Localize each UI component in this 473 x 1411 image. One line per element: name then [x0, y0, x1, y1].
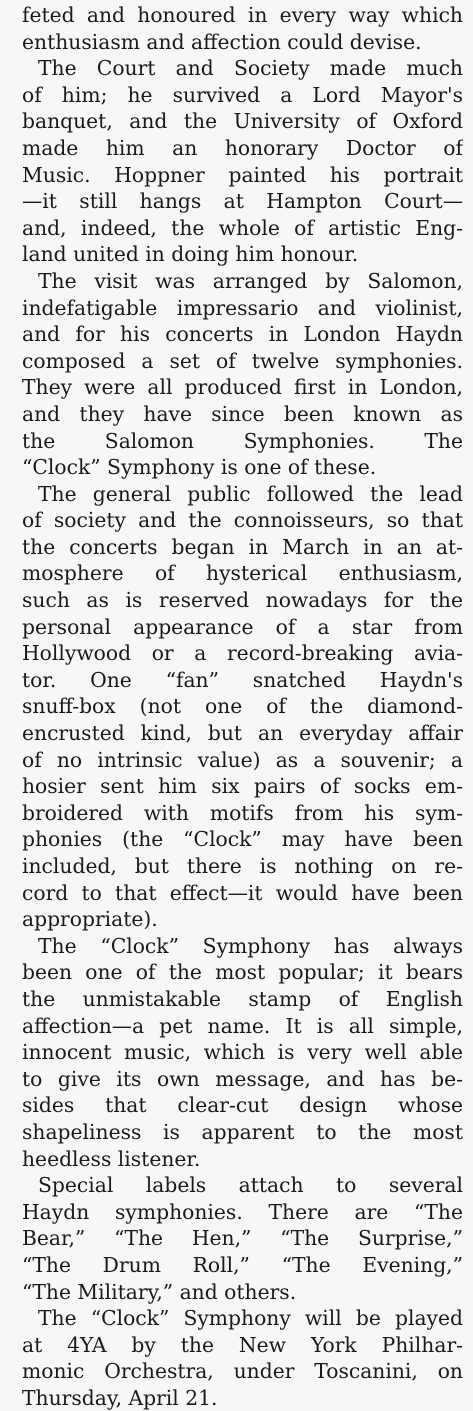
text-line: hosier sent him six pairs of socks em- — [22, 774, 463, 799]
text-line: Haydn symphonies. There are “The — [22, 1199, 463, 1224]
text-line: the concerts began in March in an at- — [22, 534, 463, 559]
paragraph-court-and-society — [22, 55, 463, 268]
text-line: tor. One “fan” snatched Haydn's — [22, 667, 463, 692]
text-line: composed a set of twelve symphonies. — [22, 348, 463, 373]
text-line: The “Clock” Symphony will be played — [38, 1306, 463, 1331]
text-line: appropriate). — [22, 907, 158, 932]
text-line: personal appearance of a star from — [22, 614, 463, 639]
text-line: sides that clear-cut design whose — [22, 1093, 463, 1118]
paragraph-continued — [22, 2, 463, 55]
paragraph-clock-popular — [22, 933, 463, 1172]
text-line: affection—a pet name. It is all simple, — [22, 1013, 463, 1038]
text-line: innocent music, which is very well able — [22, 1040, 463, 1065]
text-line: included, but there is nothing on re- — [22, 854, 463, 878]
text-line: and they have since been known as — [22, 401, 463, 426]
text-line: of no intrinsic value) as a souvenir; a — [22, 747, 463, 772]
text-line: snuff-box (not one of the diamond- — [22, 694, 463, 719]
text-line: such as is reserved nowadays for the — [22, 588, 463, 613]
text-line: of him; he survived a Lord Mayor's — [22, 82, 463, 107]
text-line: feted and honoured in every way which — [22, 3, 463, 27]
text-line: Thursday, April 21. — [22, 1385, 218, 1410]
paragraph-general-public — [22, 481, 463, 933]
text-line: of society and the connoisseurs, so that — [22, 508, 463, 533]
text-line: —it still hangs at Hampton Court— — [22, 189, 463, 214]
text-line: cord to that effect—it would have been — [22, 880, 463, 905]
paragraph-salomon-visit — [22, 268, 463, 481]
text-line: monic Orchestra, under Toscanini, on — [22, 1359, 463, 1384]
text-line: and, indeed, the whole of artistic Eng- — [22, 215, 463, 240]
text-line: They were all produced first in London, — [22, 375, 463, 400]
paragraph-special-labels — [22, 1172, 463, 1305]
text-line: at 4YA by the New York Philhar- — [22, 1332, 463, 1357]
text-line: indefatigable impressario and violinist, — [22, 295, 463, 320]
paragraph-broadcast-notice — [22, 1305, 463, 1411]
text-line: the Salomon Symphonies. The — [22, 428, 463, 453]
text-line: the unmistakable stamp of English — [22, 986, 463, 1011]
text-line: heedless listener. — [22, 1146, 201, 1171]
text-line: phonies (the “Clock” may have been — [22, 827, 463, 852]
text-line: The Court and Society made much — [38, 56, 463, 81]
text-line: and for his concerts in London Haydn — [22, 322, 463, 347]
text-line: banquet, and the University of Oxford — [22, 109, 463, 134]
text-line: land united in doing him honour. — [22, 242, 359, 267]
text-line: enthusiasm and affection could devise. — [22, 29, 422, 54]
text-line: Hollywood or a record-breaking avia- — [22, 641, 463, 666]
text-line: made him an honorary Doctor of — [22, 135, 463, 160]
text-line: “The Drum Roll,” “The Evening,” — [22, 1252, 463, 1277]
text-line: shapeliness is apparent to the most — [22, 1119, 463, 1144]
text-line: broidered with motifs from his sym- — [22, 800, 463, 825]
text-line: Bear,” “The Hen,” “The Surprise,” — [22, 1226, 463, 1251]
text-line: The “Clock” Symphony has always — [38, 933, 463, 958]
text-line: Music. Hoppner painted his portrait — [22, 162, 463, 187]
text-line: “The Military,” and others. — [22, 1279, 297, 1304]
text-line: mosphere of hysterical enthusiasm, — [22, 561, 463, 586]
text-line: to give its own message, and has be- — [22, 1066, 463, 1091]
text-line: “Clock” Symphony is one of these. — [22, 455, 377, 480]
text-line: encrusted kind, but an everyday affair — [22, 721, 463, 746]
text-line: been one of the most popular; it bears — [22, 960, 463, 985]
text-line: The visit was arranged by Salomon, — [38, 268, 463, 293]
text-line: Special labels attach to several — [38, 1173, 463, 1198]
text-line: The general public followed the lead — [38, 481, 463, 506]
